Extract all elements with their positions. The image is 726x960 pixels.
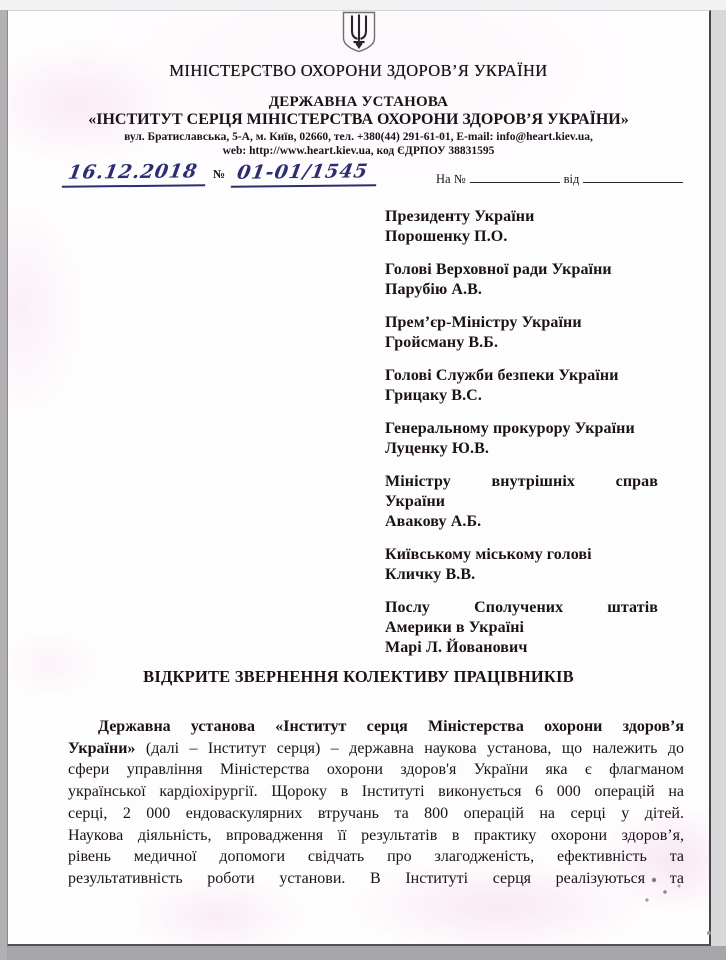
addressee-group: [385, 313, 658, 353]
outgoing-reference: [64, 161, 378, 187]
body-line: серці, 2 000 ендоваскулярних втручань та 800 операцій на серці у дітей.: [68, 804, 684, 822]
blank-line: [470, 171, 560, 183]
addressee-line: Марі Л. Йованович: [385, 639, 528, 656]
org-type: ДЕРЖАВНА УСТАНОВА: [268, 94, 449, 110]
reply-date-label: від: [563, 172, 580, 186]
addressee-block: [385, 207, 658, 671]
addressee-line: Луценку Ю.В.: [385, 440, 489, 457]
addressee-line: Генеральному прокурору України: [385, 420, 635, 437]
incoming-reference: [436, 171, 687, 187]
addressee-group: [385, 419, 658, 459]
body-line: Наукова діяльність, впровадження її результатів в практику охорони здоров’я,: [68, 826, 684, 844]
address-line-1: вул. Братиславська, 5-А, м. Київ, 02660, тел. +380(44) 291-61-01, E-mail: info@heart.kiev.ua,: [124, 131, 593, 143]
handwritten-date: 16.12.2018: [62, 160, 210, 187]
body-line: рівень медичної допомоги свідчать про злагодженість, ефективність та: [68, 848, 684, 866]
addressee-line: України: [385, 493, 446, 510]
body-line: України» (далі – Інститут серця) – державна наукова установа, що належить до: [68, 739, 684, 757]
body-paragraph: [68, 716, 684, 890]
addressee-line: Послу Сполучених штатів: [385, 599, 658, 616]
addressee-line: Голові Верховної ради України: [385, 261, 612, 278]
addressee-group: [385, 366, 658, 406]
open-letter-title: ВІДКРИТЕ ЗВЕРНЕННЯ КОЛЕКТИВУ ПРАЦІВНИКІВ: [143, 667, 574, 686]
reference-row: [8, 161, 709, 201]
reply-number-label: На №: [436, 172, 466, 186]
addressee-line: Гройсману В.Б.: [385, 334, 499, 351]
letter-page: [7, 10, 711, 946]
blank-line: [583, 171, 683, 183]
addressee-line: Порошенку П.О.: [385, 228, 508, 245]
body-line: Державна установа «Інститут серця Міністерства охорони здоров’я: [98, 718, 684, 735]
addressee-line: Президенту України: [385, 208, 535, 225]
addressee-line: Київському міському голові: [385, 546, 592, 563]
addressee-line: Прем’єр-Міністру України: [385, 314, 582, 331]
addressee-line: Кличку В.В.: [385, 566, 476, 583]
addressee-group: [385, 598, 658, 658]
scan-speckles: [8, 11, 10, 13]
addressee-line: Америки в Україні: [385, 619, 525, 636]
addressee-group: [385, 260, 658, 300]
addressee-line: Грицаку В.С.: [385, 387, 482, 404]
ministry-name: МІНІСТЕРСТВО ОХОРОНИ ЗДОРОВ’Я УКРАЇНИ: [169, 61, 548, 80]
addressee-group: [385, 207, 658, 247]
ukraine-trident-icon: [341, 11, 377, 53]
body-line: результативність роботи установи. В Інституті серця реалізуються та: [68, 869, 684, 887]
org-name: «ІНСТИТУТ СЕРЦЯ МІНІСТЕРСТВА ОХОРОНИ ЗДОРОВ’Я УКРАЇНИ»: [88, 111, 629, 128]
addressee-group: [385, 545, 658, 585]
addressee-group: [385, 472, 658, 532]
number-sign: №: [213, 167, 226, 181]
address-line-2: web: http://www.heart.kiev.ua, код ЄДРПОУ 38831595: [222, 145, 495, 157]
addressee-line: Авакову А.Б.: [385, 513, 482, 530]
addressee-line: Парубію А.В.: [385, 281, 483, 298]
handwritten-number: 01-01/1545: [231, 160, 380, 188]
addressee-line: Голові Служби безпеки України: [385, 367, 619, 384]
body-line: української кардіохірургії. Щороку в Інституті виконується 6 000 операцій на: [68, 783, 684, 801]
body-line: сфери управління Міністерства охорони здоров'я України яка є флагманом: [68, 761, 684, 779]
addressee-line: Міністру внутрішніх справ: [385, 473, 658, 490]
